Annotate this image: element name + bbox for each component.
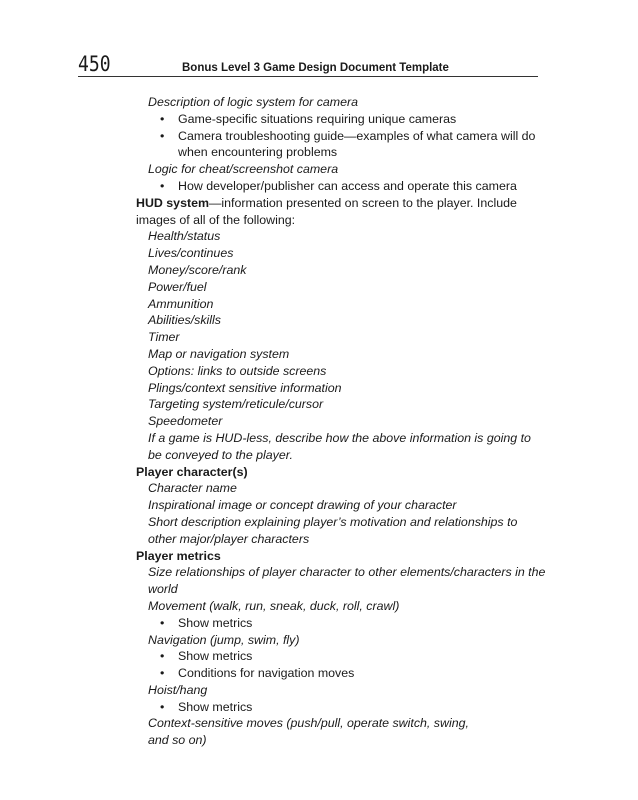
list-item: • Show metrics (160, 699, 253, 714)
player-character-heading: Player character(s) (136, 464, 248, 479)
hud-heading: HUD system (136, 195, 209, 210)
header-rule (78, 76, 538, 77)
list-item: • How developer/publisher can access and operate this camera (160, 178, 517, 193)
list-item: Health/status (148, 229, 221, 244)
list-item: Ammunition (148, 296, 214, 311)
list-item: Inspirational image or concept drawing of your character (148, 498, 457, 513)
list-item: Power/fuel (148, 279, 207, 294)
list-item: • Camera troubleshooting guide—examples of what camera will do when encountering problems (160, 128, 536, 160)
list-item: Targeting system/reticule/cursor (148, 397, 324, 412)
document-body (136, 94, 546, 749)
running-head: Bonus Level 3 Game Design Document Template (182, 62, 449, 74)
list-item: Short description explaining player’s motivation and relationships to other major/player characters (148, 514, 518, 546)
list-item: Size relationships of player character to other elements/characters in the world (148, 565, 546, 597)
page-number: 450 (78, 52, 111, 76)
list-item: • Show metrics (160, 649, 253, 664)
list-item: Hoist/hang (148, 682, 208, 697)
list-item: Options: links to outside screens (148, 363, 327, 378)
hud-intro: —information presented on screen to the player. Include images of all of the following: (136, 195, 517, 227)
list-item: Timer (148, 330, 180, 345)
list-item: Navigation (jump, swim, fly) (148, 632, 300, 647)
list-item: • Game-specific situations requiring unique cameras (160, 111, 457, 126)
list-item: Abilities/skills (148, 313, 221, 328)
list-item: • Show metrics (160, 615, 253, 630)
hud-system-paragraph (136, 195, 546, 229)
list-item: Money/score/rank (148, 262, 247, 277)
camera-logic: Description of logic system for camera (148, 95, 359, 109)
list-item: Context-sensitive moves (push/pull, operate switch, swing, and so on) (148, 716, 469, 748)
list-item: If a game is HUD-less, describe how the above information is going to be conveyed to the player. (148, 430, 531, 462)
list-item: • Conditions for navigation moves (160, 666, 355, 681)
list-item: Movement (walk, run, sneak, duck, roll, crawl) (148, 598, 400, 613)
player-metrics-heading: Player metrics (136, 548, 221, 563)
list-item: Plings/context sensitive information (148, 380, 342, 395)
list-item: Map or navigation system (148, 346, 290, 361)
cheat-camera: Logic for cheat/screenshot camera (148, 162, 339, 177)
list-item: Lives/continues (148, 246, 234, 261)
list-item: Speedometer (148, 414, 223, 429)
list-item: Character name (148, 481, 237, 496)
